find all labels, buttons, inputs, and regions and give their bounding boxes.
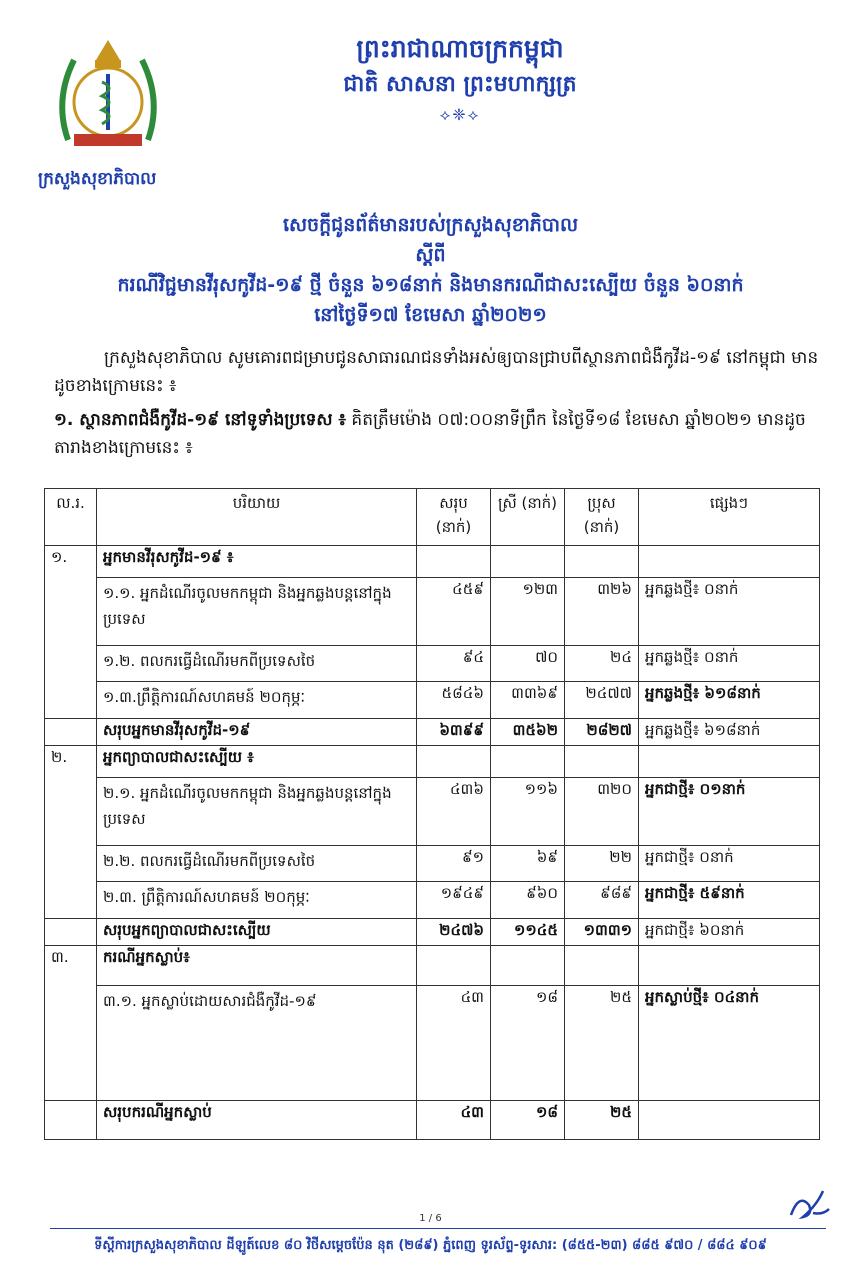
kingdom-title: ព្រះរាជាណាចក្រកម្ពុជា — [356, 34, 564, 63]
table-row — [45, 577, 820, 645]
row-male: ២៤៧៧ — [565, 682, 639, 719]
footer-divider — [50, 1228, 826, 1229]
footer-address: ទីស្តីការក្រសួងសុខាភិបាល ដីឡូត៍លេខ ៨០ វិថីសម្ដេចប៉ែន នុត (២៨៩) ភ្នំពេញ ទូរស័ព្ទ-ទូរសារ: (៨៥៥-២៣) ៨៨៥ ៩៧០ / ៨៨៤ ៩០៩ — [94, 1238, 767, 1253]
table-row — [45, 986, 820, 1101]
section-number: ២. — [45, 746, 97, 919]
table-row — [45, 946, 820, 986]
sum-desc: សរុបអ្នកមានវីរុសកូវីដ-១៩ — [97, 719, 417, 746]
row-male: ៣២៦ — [565, 577, 639, 645]
section-number: ១. — [45, 546, 97, 719]
sum-note: អ្នកជាថ្មី៖ ៦០នាក់ — [639, 919, 820, 946]
sum-female: ១១៤៥ — [491, 919, 565, 946]
sum-total: ៦៣៩៩ — [417, 719, 491, 746]
section-title: អ្នកព្យាបាលជាសះស្បើយ ៖ — [97, 746, 417, 778]
row-female: ១១៦ — [491, 777, 565, 845]
row-female: ៧០ — [491, 645, 565, 682]
row-note: អ្នកឆ្លងថ្មី៖ ៦១៨នាក់ — [639, 682, 820, 719]
row-desc: ៣.១. អ្នកស្លាប់ដោយសារជំងឺកូវីដ-១៩ — [97, 986, 417, 1101]
row-male: ២២ — [565, 845, 639, 882]
sum-note: អ្នកឆ្លងថ្មី៖ ៦១៨នាក់ — [639, 719, 820, 746]
title-line-2: ស្តីពី — [415, 244, 446, 266]
sum-total: ២៤៧៦ — [417, 919, 491, 946]
covid-stats-table — [44, 488, 820, 1140]
row-note: អ្នកជាថ្មី៖ ០នាក់ — [639, 845, 820, 882]
table-row — [45, 746, 820, 778]
row-note: អ្នកស្លាប់ថ្មី៖ ០៤នាក់ — [639, 986, 820, 1101]
document-title-block — [0, 210, 861, 330]
header-desc: បរិយាយ — [97, 489, 417, 546]
row-male: ២៤ — [565, 645, 639, 682]
row-male: ២៥ — [565, 986, 639, 1101]
table-header-row — [45, 489, 820, 546]
table-row — [45, 682, 820, 719]
national-motto: ជាតិ សាសនា ព្រះមហាក្សត្រ — [343, 72, 577, 97]
row-female: ៩៦០ — [491, 882, 565, 919]
table-row — [45, 845, 820, 882]
section-title: ករណីអ្នកស្លាប់៖ — [97, 946, 417, 986]
row-desc: ២.៣. ព្រឹត្តិការណ៍សហគមន៍ ២០កុម្ភៈ — [97, 882, 417, 919]
row-female: ១៨ — [491, 986, 565, 1101]
table-row — [45, 546, 820, 578]
table-row-total — [45, 1101, 820, 1140]
row-female: ៣៣៦៩ — [491, 682, 565, 719]
header-no: ល.រ. — [45, 489, 97, 546]
row-desc: ១.២. ពលករធ្វើដំណើរមកពីប្រទេសថៃ — [97, 645, 417, 682]
title-line-4: នៅថ្ងៃទី១៧ ខែមេសា ឆ្នាំ២០២១ — [314, 304, 547, 326]
table-row-total — [45, 919, 820, 946]
header-other: ផ្សេងៗ — [639, 489, 820, 546]
sum-total: ៤៣ — [417, 1101, 491, 1140]
title-line-1: សេចក្តីជូនព័ត៌មានរបស់ក្រសួងសុខាភិបាល — [282, 214, 579, 236]
sum-female: ៣៥៦២ — [491, 719, 565, 746]
row-total: ៤៣៦ — [417, 777, 491, 845]
row-total: ១៩៤៩ — [417, 882, 491, 919]
section-title: អ្នកមានវីរុសកូវីដ-១៩ ៖ — [97, 546, 417, 578]
row-desc: ២.១. អ្នកដំណើរចូលមកកម្ពុជា និងអ្នកឆ្លងបន្តនៅក្នុងប្រទេស — [97, 777, 417, 845]
row-desc: ១.៣.ព្រឹត្តិការណ៍សហគមន៍ ២០កុម្ភៈ — [97, 682, 417, 719]
section-1-paragraph — [54, 406, 834, 462]
row-desc: ២.២. ពលករធ្វើដំណើរមកពីប្រទេសថៃ — [97, 845, 417, 882]
row-male: ៣២០ — [565, 777, 639, 845]
ministry-label: ក្រសួងសុខាភិបាល — [38, 169, 157, 189]
table-row — [45, 777, 820, 845]
row-desc: ១.១. អ្នកដំណើរចូលមកកម្ពុជា និងអ្នកឆ្លងបន្តនៅក្នុងប្រទេស — [97, 577, 417, 645]
title-line-3: ករណីវិជ្ជមានវីរុសកូវីដ-១៩ ថ្មី ចំនួន ៦១៨នាក់ និងមានករណីជាសះស្បើយ ចំនួន ៦០នាក់ — [117, 274, 744, 296]
row-note: អ្នកជាថ្មី៖ ៥៩នាក់ — [639, 882, 820, 919]
kingdom-header — [260, 30, 660, 128]
sum-male: ២៨២៧ — [565, 719, 639, 746]
page-number: 1 / 6 — [419, 1213, 442, 1224]
sum-desc: សរុបករណីអ្នកស្លាប់ — [97, 1101, 417, 1140]
ornament-icon: ⟡❈⟡ — [439, 105, 481, 124]
sum-desc: សរុបអ្នកព្យាបាលជាសះស្បើយ — [97, 919, 417, 946]
table-row-total — [45, 719, 820, 746]
row-total: ៩៤ — [417, 645, 491, 682]
header-female: ស្រី (នាក់) — [491, 489, 565, 546]
row-note: អ្នកឆ្លងថ្មី៖ ០នាក់ — [639, 645, 820, 682]
header-male: ប្រុស (នាក់) — [565, 489, 639, 546]
ministry-logo-icon — [50, 30, 166, 160]
header-total: សរុប (នាក់) — [417, 489, 491, 546]
intro-paragraph: ក្រសួងសុខាភិបាល សូមគោរពជម្រាបជូនសាធារណជនទាំងអស់ឲ្យបានជ្រាបពីស្ថានភាពជំងឺកូវីដ-១៩ នៅកម្ពុជា មានដូចខាងក្រោមនេះ ៖ — [54, 348, 819, 396]
section-number: ៣. — [45, 946, 97, 1101]
row-female: ៦៩ — [491, 845, 565, 882]
sum-male: ១៣៣១ — [565, 919, 639, 946]
row-female: ១២៣ — [491, 577, 565, 645]
row-total: ៥៨៤៦ — [417, 682, 491, 719]
table-row — [45, 645, 820, 682]
section-1-heading: ១. ស្ថានភាពជំងឺកូវីដ-១៩ នៅទូទាំងប្រទេស ៖ — [54, 410, 346, 430]
sum-female: ១៨ — [491, 1101, 565, 1140]
table-row — [45, 882, 820, 919]
row-note: អ្នកឆ្លងថ្មី៖ ០នាក់ — [639, 577, 820, 645]
sum-male: ២៥ — [565, 1101, 639, 1140]
row-total: ៤៥៩ — [417, 577, 491, 645]
section-1-text: គិតត្រឹមម៉ោង ០៧:០០នាទីព្រឹក នៃថ្ងៃទី១៨ ខែមេសា ឆ្នាំ២០២១ មានដូចតារាងខាងក្រោមនេះ ៖ — [54, 410, 806, 458]
row-total: ៤៣ — [417, 986, 491, 1101]
row-note: អ្នកជាថ្មី៖ ០១នាក់ — [639, 777, 820, 845]
row-male: ៩៨៩ — [565, 882, 639, 919]
row-total: ៩១ — [417, 845, 491, 882]
